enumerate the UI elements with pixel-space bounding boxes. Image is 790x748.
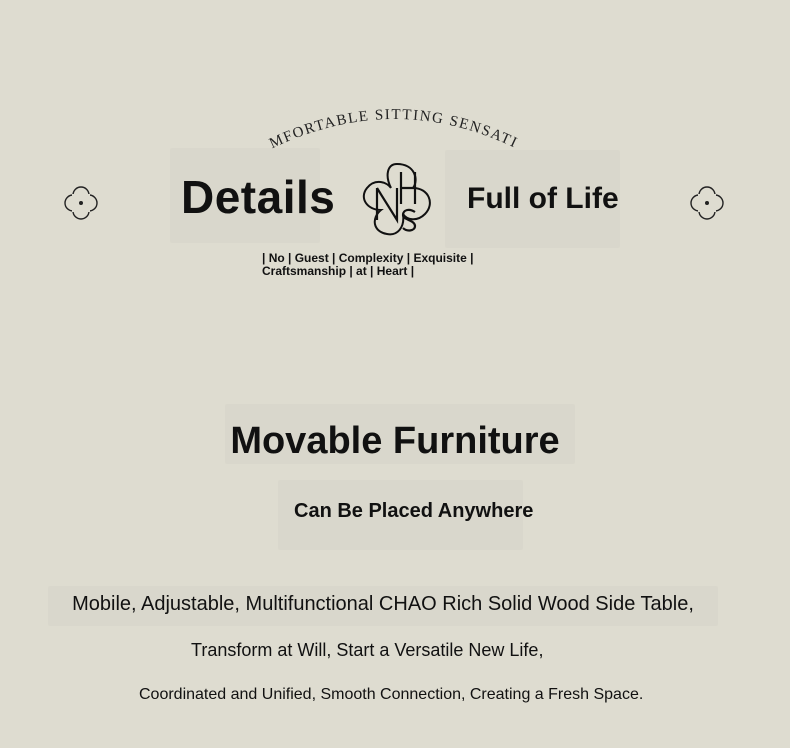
title-details: Details: [181, 171, 336, 223]
svg-text:COMFORTABLE SITTING SENSATION: [255, 100, 520, 152]
arc-tagline-text: MFORTABLE SITTING SENSATI: [267, 106, 521, 152]
tagline-keywords-line: Craftsmanship | at | Heart |: [262, 264, 415, 278]
description-line: Transform at Will, Start a Versatile New Life,: [191, 640, 544, 660]
tagline-keywords: [262, 252, 482, 278]
description-line: Mobile, Adjustable, Multifunctional CHAO Rich Solid Wood Side Table,: [72, 593, 694, 615]
quatrefoil-icon: [689, 185, 725, 221]
subheadline: Can Be Placed Anywhere: [294, 500, 534, 522]
description-line: Coordinated and Unified, Smooth Connection, Creating a Fresh Space.: [139, 686, 644, 703]
tagline-keywords-line: | No | Guest | Complexity | Exquisite |: [262, 251, 474, 265]
nhs-monogram-logo: [357, 158, 437, 238]
arc-tagline: [255, 100, 535, 160]
quatrefoil-icon: [63, 185, 99, 221]
title-full-of-life: Full of Life: [467, 182, 619, 215]
headline-movable-furniture: Movable Furniture: [230, 420, 560, 462]
